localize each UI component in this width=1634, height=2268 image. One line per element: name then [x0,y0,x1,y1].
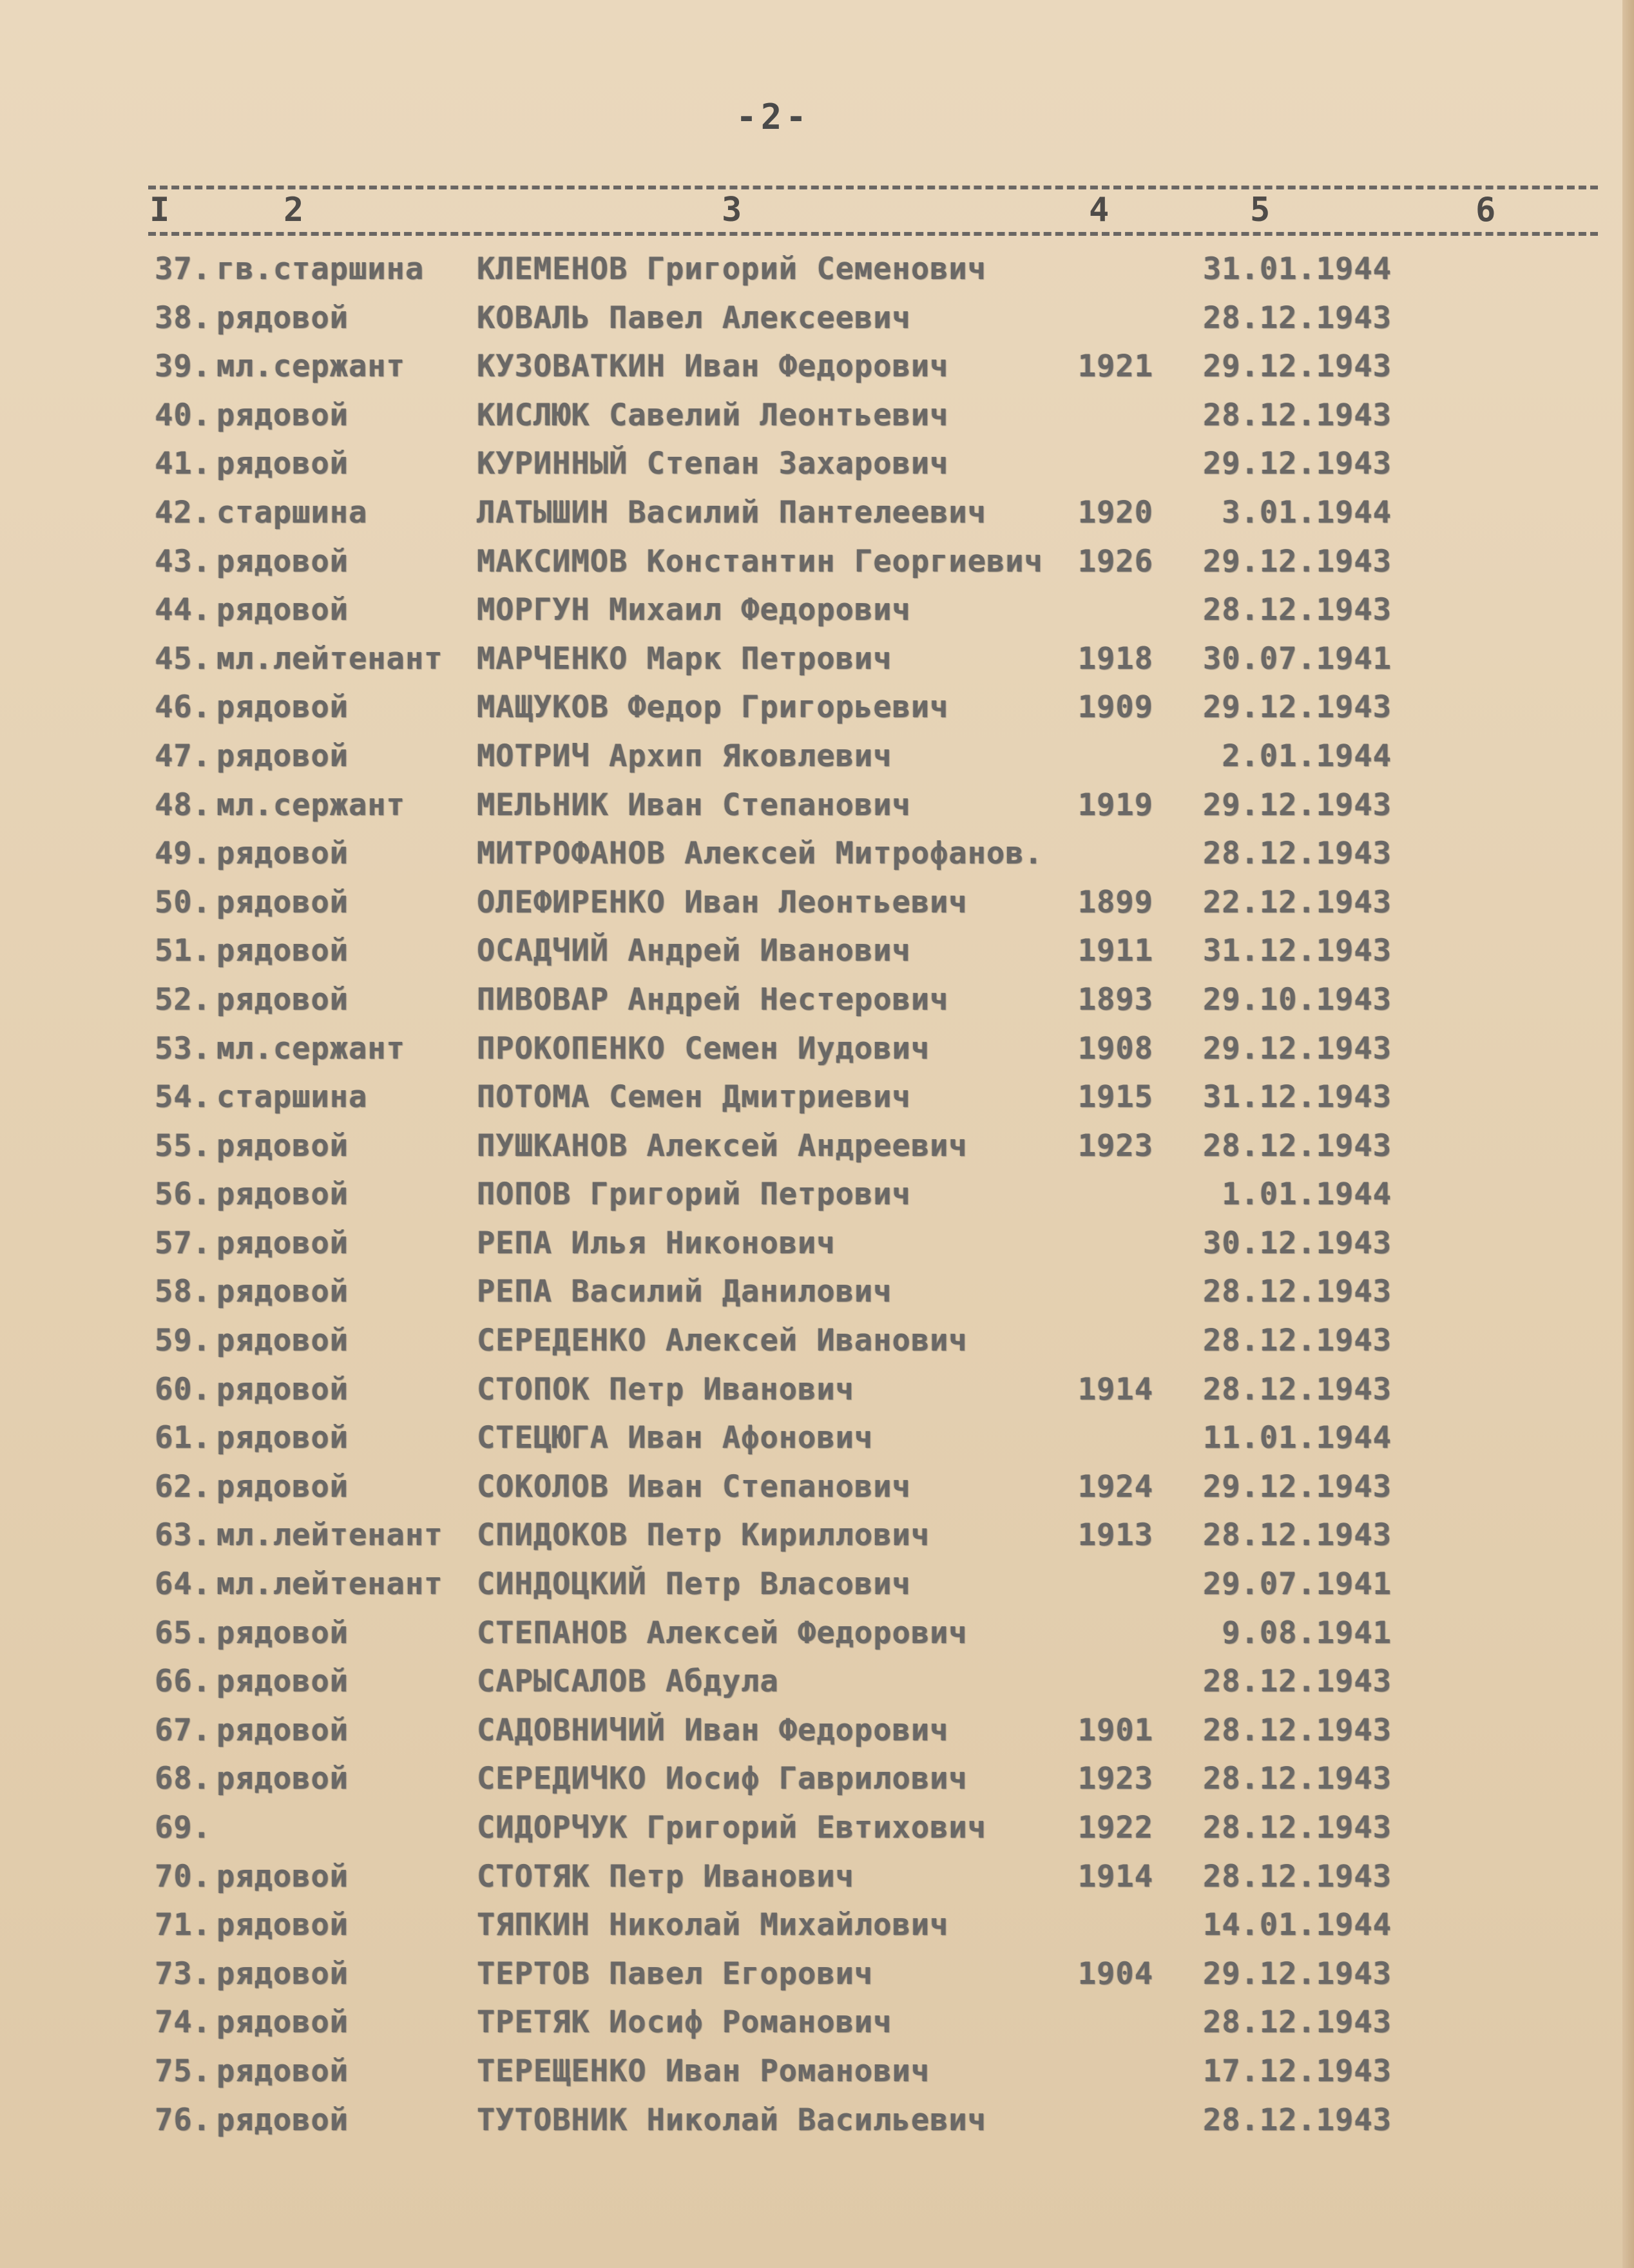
page-number: -2- [736,97,811,137]
row-full-name: КОВАЛЬ Павел Алексеевич [477,300,911,336]
row-rank: мл.сержант [216,787,405,823]
row-date: 28.12.1943 [1203,592,1392,628]
row-full-name: ПРОКОПЕНКО Семен Иудович [477,1030,930,1066]
row-birth-year: 1921 [1077,349,1153,385]
table-row [0,1316,1634,1365]
row-date: 31.12.1943 [1203,933,1392,969]
row-rank: рядовой [216,1177,349,1213]
row-rank: рядовой [216,1323,349,1359]
row-rank: рядовой [216,1225,349,1261]
row-date: 3.01.1944 [1222,494,1392,530]
table-row [0,1950,1634,1999]
row-rank: старшина [216,1079,368,1115]
table-row [0,1170,1634,1219]
row-rank: рядовой [216,1907,349,1943]
row-number: 53. [155,1030,211,1066]
row-date: 28.12.1943 [1203,1712,1392,1748]
table-row [0,294,1634,343]
row-number: 68. [155,1761,211,1797]
table-header [0,191,1634,229]
row-number: 67. [155,1712,211,1748]
table-row [0,1998,1634,2047]
row-date: 17.12.1943 [1203,2053,1392,2089]
row-full-name: ТЕРТОВ Павел Егорович [477,1956,874,1992]
row-full-name: ОЛЕФИРЕНКО Иван Леонтьевич [477,884,968,920]
row-full-name: СЕРЕДИЧКО Иосиф Гаврилович [477,1761,968,1797]
row-rank: мл.лейтенант [216,1566,443,1602]
table-row [0,732,1634,781]
table-row [0,1267,1634,1316]
row-date: 30.12.1943 [1203,1225,1392,1261]
row-full-name: МАРЧЕНКО Марк Петрович [477,640,892,677]
row-rank: рядовой [216,1468,349,1504]
row-full-name: ПОПОВ Григорий Петрович [477,1177,911,1213]
table-row [0,2096,1634,2145]
table-row [0,635,1634,684]
table-row [0,1463,1634,1512]
row-birth-year: 1918 [1077,640,1153,677]
row-date: 29.12.1943 [1203,446,1392,482]
row-number: 75. [155,2053,211,2089]
header-col-3: 3 [722,191,742,229]
row-date: 1.01.1944 [1222,1177,1392,1213]
row-full-name: МЕЛЬНИК Иван Степанович [477,787,911,823]
row-full-name: ПУШКАНОВ Алексей Андреевич [477,1128,968,1164]
row-full-name: СТЕЦЮГА Иван Афонович [477,1420,874,1456]
row-rank: рядовой [216,1664,349,1700]
row-number: 61. [155,1420,211,1456]
row-number: 59. [155,1323,211,1359]
row-full-name: МОТРИЧ Архип Яковлевич [477,738,892,774]
row-full-name: СОКОЛОВ Иван Степанович [477,1468,911,1504]
row-birth-year: 1923 [1077,1128,1153,1164]
row-rank: старшина [216,494,368,530]
row-number: 40. [155,397,211,433]
row-date: 28.12.1943 [1203,2004,1392,2041]
row-number: 52. [155,981,211,1017]
row-number: 74. [155,2004,211,2041]
row-number: 56. [155,1177,211,1213]
row-full-name: РЕПА Илья Никонович [477,1225,836,1261]
table-row [0,927,1634,975]
row-rank: рядовой [216,2004,349,2041]
row-rank: рядовой [216,1858,349,1894]
row-number: 58. [155,1274,211,1310]
row-rank: рядовой [216,689,349,726]
row-date: 29.10.1943 [1203,981,1392,1017]
row-date: 29.12.1943 [1203,787,1392,823]
row-birth-year: 1922 [1077,1810,1153,1845]
table-row [0,1365,1634,1414]
row-number: 69. [155,1810,211,1845]
row-birth-year: 1920 [1077,494,1153,530]
row-birth-year: 1909 [1077,689,1153,726]
table-row [0,2047,1634,2096]
table-row [0,586,1634,635]
table-body [0,245,1634,2144]
row-number: 42. [155,494,211,530]
table-row [0,1560,1634,1609]
row-rank: рядовой [216,738,349,774]
row-number: 57. [155,1225,211,1261]
row-number: 45. [155,640,211,677]
row-date: 29.12.1943 [1203,1468,1392,1504]
row-date: 22.12.1943 [1203,884,1392,920]
row-birth-year: 1908 [1077,1030,1153,1066]
row-rank: мл.лейтенант [216,640,443,677]
row-rank: рядовой [216,1420,349,1456]
row-full-name: ТЯПКИН Николай Михайлович [477,1907,949,1943]
row-date: 11.01.1944 [1203,1420,1392,1456]
header-col-4: 4 [1089,191,1110,229]
row-rank: рядовой [216,2053,349,2089]
row-rank: рядовой [216,1956,349,1992]
row-rank: рядовой [216,1712,349,1748]
row-rank: мл.сержант [216,1030,405,1066]
row-date: 28.12.1943 [1203,2102,1392,2138]
row-rank: рядовой [216,543,349,579]
row-number: 66. [155,1664,211,1700]
table-row [0,1852,1634,1901]
table-row [0,1803,1634,1852]
row-rank: рядовой [216,592,349,628]
row-number: 49. [155,836,211,872]
row-full-name: ОСАДЧИЙ Андрей Иванович [477,933,911,969]
row-birth-year: 1919 [1077,787,1153,823]
row-date: 29.12.1943 [1203,1030,1392,1066]
row-date: 9.08.1941 [1222,1615,1392,1651]
row-date: 28.12.1943 [1203,397,1392,433]
row-rank: рядовой [216,933,349,969]
row-date: 29.07.1941 [1203,1566,1392,1602]
table-row [0,1122,1634,1171]
table-row [0,829,1634,878]
row-full-name: ЛАТЫШИН Василий Пантелеевич [477,494,987,530]
row-full-name: КУЗОВАТКИН Иван Федорович [477,349,949,385]
table-row [0,781,1634,830]
row-full-name: ТРЕТЯК Иосиф Романович [477,2004,892,2041]
table-row [0,1024,1634,1073]
header-col-6: 6 [1475,191,1496,229]
row-number: 44. [155,592,211,628]
row-date: 2.01.1944 [1222,738,1392,774]
table-row [0,1414,1634,1463]
row-birth-year: 1911 [1077,933,1153,969]
row-date: 28.12.1943 [1203,1323,1392,1359]
row-full-name: МОРГУН Михаил Федорович [477,592,911,628]
row-date: 28.12.1943 [1203,1371,1392,1407]
row-rank: рядовой [216,446,349,482]
row-number: 43. [155,543,211,579]
row-rank: рядовой [216,1274,349,1310]
table-row [0,537,1634,586]
row-full-name: СТОПОК Петр Иванович [477,1371,854,1407]
table-row [0,1901,1634,1950]
header-bottom-rule [148,232,1598,236]
row-full-name: СТЕПАНОВ Алексей Федорович [477,1615,968,1651]
row-full-name: СИДОРЧУК Григорий Евтихович [477,1810,987,1845]
row-birth-year: 1901 [1077,1712,1153,1748]
row-number: 63. [155,1517,211,1553]
table-row [0,488,1634,537]
row-number: 51. [155,933,211,969]
row-full-name: СПИДОКОВ Петр Кириллович [477,1517,930,1553]
row-rank: рядовой [216,1615,349,1651]
row-date: 29.12.1943 [1203,543,1392,579]
table-row [0,1609,1634,1658]
row-rank: мл.лейтенант [216,1517,443,1553]
row-date: 28.12.1943 [1203,1761,1392,1797]
row-number: 65. [155,1615,211,1651]
table-row [0,342,1634,391]
row-full-name: ТЕРЕЩЕНКО Иван Романович [477,2053,930,2089]
table-row [0,245,1634,294]
row-number: 41. [155,446,211,482]
row-number: 50. [155,884,211,920]
table-row [0,975,1634,1024]
table-row [0,1073,1634,1122]
row-full-name: КЛЕМЕНОВ Григорий Семенович [477,251,987,287]
row-number: 64. [155,1566,211,1602]
row-number: 76. [155,2102,211,2138]
row-birth-year: 1923 [1077,1761,1153,1797]
row-birth-year: 1893 [1077,981,1153,1017]
table-row [0,391,1634,440]
row-rank: рядовой [216,300,349,336]
row-date: 28.12.1943 [1203,1664,1392,1700]
row-number: 54. [155,1079,211,1115]
row-birth-year: 1924 [1077,1468,1153,1504]
row-date: 28.12.1943 [1203,1128,1392,1164]
row-full-name: МАКСИМОВ Константин Георгиевич [477,543,1043,579]
row-date: 28.12.1943 [1203,1274,1392,1310]
table-row [0,683,1634,732]
row-date: 14.01.1944 [1203,1907,1392,1943]
row-full-name: САРЫСАЛОВ Абдула [477,1664,779,1700]
row-birth-year: 1926 [1077,543,1153,579]
table-row [0,1511,1634,1560]
row-full-name: КИСЛЮК Савелий Леонтьевич [477,397,949,433]
row-date: 28.12.1943 [1203,1858,1392,1894]
table-row [0,878,1634,927]
row-full-name: ТУТОВНИК Николай Васильевич [477,2102,987,2138]
row-birth-year: 1915 [1077,1079,1153,1115]
row-date: 28.12.1943 [1203,836,1392,872]
header-col-5: 5 [1250,191,1271,229]
row-birth-year: 1914 [1077,1371,1153,1407]
row-rank: гв.старшина [216,251,425,287]
row-rank: рядовой [216,2102,349,2138]
row-date: 31.12.1943 [1203,1079,1392,1115]
table-row [0,1706,1634,1755]
row-birth-year: 1904 [1077,1956,1153,1992]
row-rank: мл.сержант [216,349,405,385]
row-number: 47. [155,738,211,774]
row-date: 28.12.1943 [1203,300,1392,336]
row-full-name: СТОТЯК Петр Иванович [477,1858,854,1894]
row-rank: рядовой [216,1371,349,1407]
row-full-name: КУРИННЫЙ Степан Захарович [477,446,949,482]
row-number: 73. [155,1956,211,1992]
row-date: 29.12.1943 [1203,349,1392,385]
row-birth-year: 1914 [1077,1858,1153,1894]
row-number: 46. [155,689,211,726]
header-top-rule [148,186,1598,189]
row-full-name: СИНДОЦКИЙ Петр Власович [477,1566,911,1602]
row-number: 48. [155,787,211,823]
row-date: 29.12.1943 [1203,1956,1392,1992]
row-number: 62. [155,1468,211,1504]
row-rank: рядовой [216,836,349,872]
row-date: 31.01.1944 [1203,251,1392,287]
row-birth-year: 1899 [1077,884,1153,920]
row-date: 28.12.1943 [1203,1810,1392,1845]
row-rank: рядовой [216,1128,349,1164]
header-col-2: 2 [284,191,304,229]
row-number: 71. [155,1907,211,1943]
row-full-name: САДОВНИЧИЙ Иван Федорович [477,1712,949,1748]
row-full-name: МАЩУКОВ Федор Григорьевич [477,689,949,726]
header-col-1: I [149,191,170,229]
table-row [0,1754,1634,1803]
row-number: 60. [155,1371,211,1407]
row-date: 29.12.1943 [1203,689,1392,726]
row-full-name: ПИВОВАР Андрей Нестерович [477,981,949,1017]
row-full-name: СЕРЕДЕНКО Алексей Иванович [477,1323,968,1359]
row-number: 55. [155,1128,211,1164]
row-rank: рядовой [216,1761,349,1797]
table-row [0,1219,1634,1268]
row-date: 30.07.1941 [1203,640,1392,677]
row-rank: рядовой [216,981,349,1017]
table-row [0,1657,1634,1706]
row-full-name: РЕПА Василий Данилович [477,1274,892,1310]
table-row [0,439,1634,488]
row-rank: рядовой [216,397,349,433]
row-number: 37. [155,251,211,287]
row-rank: рядовой [216,884,349,920]
row-number: 38. [155,300,211,336]
row-birth-year: 1913 [1077,1517,1153,1553]
row-full-name: ПОТОМА Семен Дмитриевич [477,1079,911,1115]
row-number: 39. [155,349,211,385]
row-date: 28.12.1943 [1203,1517,1392,1553]
row-full-name: МИТРОФАНОВ Алексей Митрофанов. [477,836,1043,872]
row-number: 70. [155,1858,211,1894]
